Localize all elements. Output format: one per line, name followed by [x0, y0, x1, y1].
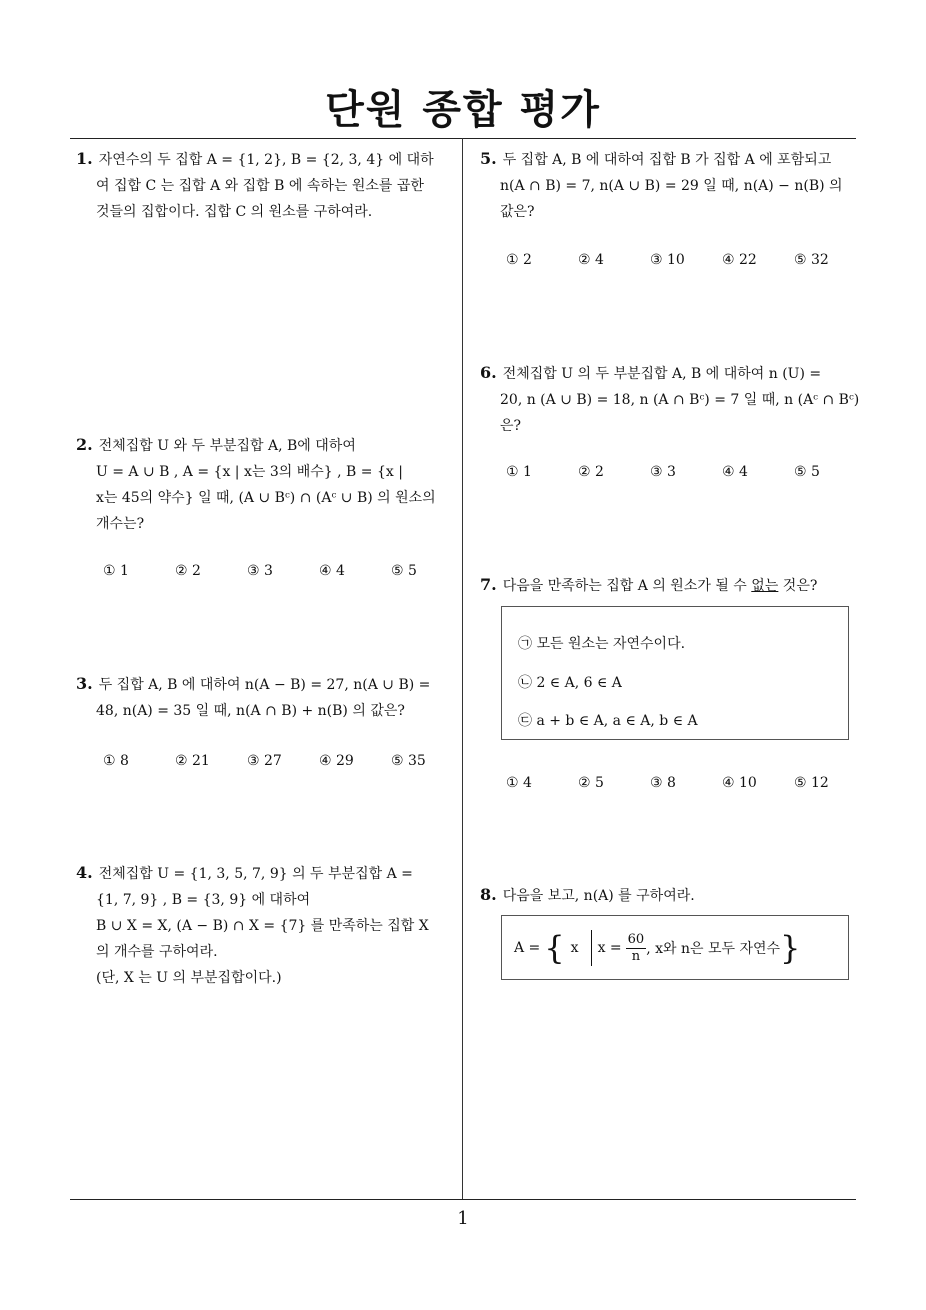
choice-1[interactable]: ① 8 [103, 753, 129, 769]
choice-3[interactable]: ③ 3 [650, 464, 676, 480]
question-text-line: 48, n(A) = 35 일 때, n(A ∩ B) + n(B) 의 값은? [96, 703, 405, 719]
choice-4[interactable]: ④ 10 [722, 775, 757, 791]
choice-1[interactable]: ① 1 [506, 464, 532, 480]
top-divider [70, 138, 856, 139]
formula-equation: x = [597, 940, 622, 956]
choice-4[interactable]: ④ 22 [722, 252, 757, 268]
question-number: 8. [480, 885, 497, 904]
choice-3[interactable]: ③ 8 [650, 775, 676, 791]
question-1 [76, 146, 460, 225]
choice-2[interactable]: ② 21 [175, 753, 210, 769]
question-text-line: 20, n (A ∪ B) = 18, n (A ∩ Bᶜ) = 7 일 때, n (Aᶜ ∩ Bᶜ) [500, 392, 860, 408]
question-text-line: (단, X 는 U 의 부분집합이다.) [96, 970, 282, 986]
question-text-line: 전체집합 U 와 두 부분집합 A, B에 대하여 [98, 438, 356, 454]
formula-variable: x [570, 940, 579, 956]
question-number: 5. [480, 149, 497, 168]
question-8 [480, 882, 860, 909]
question-text-line: x는 45의 약수} 일 때, (A ∪ Bᶜ) ∩ (Aᶜ ∪ B) 의 원소의 [96, 490, 436, 506]
formula-box [501, 915, 849, 980]
question-7 [480, 572, 860, 599]
choice-5[interactable]: ⑤ 5 [391, 563, 417, 579]
bottom-divider [70, 1199, 856, 1200]
answer-choices [103, 753, 463, 769]
choice-3[interactable]: ③ 3 [247, 563, 273, 579]
question-text-part: 것은? [778, 578, 818, 594]
answer-choices [506, 464, 866, 480]
question-number: 2. [76, 435, 93, 454]
set-builder-formula [514, 926, 800, 970]
fraction-denominator: n [631, 948, 641, 964]
question-text-line: 전체집합 U 의 두 부분집합 A, B 에 대하여 n (U) = [502, 366, 822, 382]
question-text-line: B ∪ X = X, (A − B) ∩ X = {7} 를 만족하는 집합 X [96, 918, 429, 934]
answer-choices [103, 563, 463, 579]
fraction-numerator: 60 [627, 931, 645, 947]
condition-item: ㉢ a + b ∈ A, a ∈ A, b ∈ A [518, 713, 698, 729]
question-text-line: 두 집합 A, B 에 대하여 집합 B 가 집합 A 에 포함되고 [502, 152, 832, 168]
choice-4[interactable]: ④ 29 [319, 753, 354, 769]
question-text-line: U = A ∪ B , A = {x | x는 3의 배수} , B = {x | [96, 464, 403, 480]
formula-lhs: A = [514, 940, 541, 956]
question-text-line: {1, 7, 9} , B = {3, 9} 에 대하여 [96, 892, 311, 908]
question-text-line: 여 집합 C 는 집합 A 와 집합 B 에 속하는 원소를 곱한 [96, 178, 424, 194]
page-title: 단원 종합 평가 [325, 87, 601, 133]
choice-2[interactable]: ② 2 [175, 563, 201, 579]
question-text-line: 값은? [500, 204, 535, 220]
choice-3[interactable]: ③ 10 [650, 252, 685, 268]
choice-2[interactable]: ② 5 [578, 775, 604, 791]
underlined-word: 없는 [751, 578, 779, 594]
condition-item: ㉠ 모든 원소는 자연수이다. [518, 636, 686, 652]
choice-1[interactable]: ① 4 [506, 775, 532, 791]
fraction [626, 932, 647, 965]
question-text-line: 의 개수를 구하여라. [96, 944, 218, 960]
question-number: 6. [480, 363, 497, 382]
choice-1[interactable]: ① 1 [103, 563, 129, 579]
left-brace: { [544, 929, 565, 967]
right-brace: } [780, 929, 801, 967]
condition-item: ㉡ 2 ∈ A, 6 ∈ A [518, 675, 622, 691]
question-number: 3. [76, 674, 93, 693]
answer-choices [506, 775, 866, 791]
choice-4[interactable]: ④ 4 [722, 464, 748, 480]
question-text-line: 두 집합 A, B 에 대하여 n(A − B) = 27, n(A ∪ B) = [98, 677, 431, 693]
question-text-line: 은? [500, 418, 522, 434]
choice-5[interactable]: ⑤ 5 [794, 464, 820, 480]
choice-5[interactable]: ⑤ 32 [794, 252, 829, 268]
question-text-line: 다음을 보고, n(A) 를 구하여라. [502, 888, 695, 904]
question-text-line: 개수는? [96, 516, 145, 532]
page-number: 1 [457, 1208, 469, 1229]
question-text-line: 자연수의 두 집합 A = {1, 2}, B = {2, 3, 4} 에 대하 [98, 152, 434, 168]
choice-5[interactable]: ⑤ 35 [391, 753, 426, 769]
question-4 [76, 860, 460, 991]
question-text-line: n(A ∩ B) = 7, n(A ∪ B) = 29 일 때, n(A) − n(B) 의 [500, 178, 843, 194]
answer-choices [506, 252, 866, 268]
choice-2[interactable]: ② 4 [578, 252, 604, 268]
column-divider [462, 138, 463, 1200]
question-number: 4. [76, 863, 93, 882]
question-number: 7. [480, 575, 497, 594]
choice-3[interactable]: ③ 27 [247, 753, 282, 769]
choice-2[interactable]: ② 2 [578, 464, 604, 480]
choice-4[interactable]: ④ 4 [319, 563, 345, 579]
question-6 [480, 360, 860, 439]
question-text-part: 다음을 만족하는 집합 A 의 원소가 될 수 [502, 578, 752, 594]
choice-5[interactable]: ⑤ 12 [794, 775, 829, 791]
choice-1[interactable]: ① 2 [506, 252, 532, 268]
condition-box [501, 606, 849, 740]
question-2 [76, 432, 460, 537]
question-number: 1. [76, 149, 93, 168]
question-text-line: 전체집합 U = {1, 3, 5, 7, 9} 의 두 부분집합 A = [98, 866, 413, 882]
question-text-line: 것들의 집합이다. 집합 C 의 원소를 구하여라. [96, 204, 373, 220]
question-3 [76, 671, 460, 724]
set-separator [591, 930, 592, 966]
question-5 [480, 146, 860, 225]
formula-condition: , x와 n은 모두 자연수 [646, 941, 781, 957]
